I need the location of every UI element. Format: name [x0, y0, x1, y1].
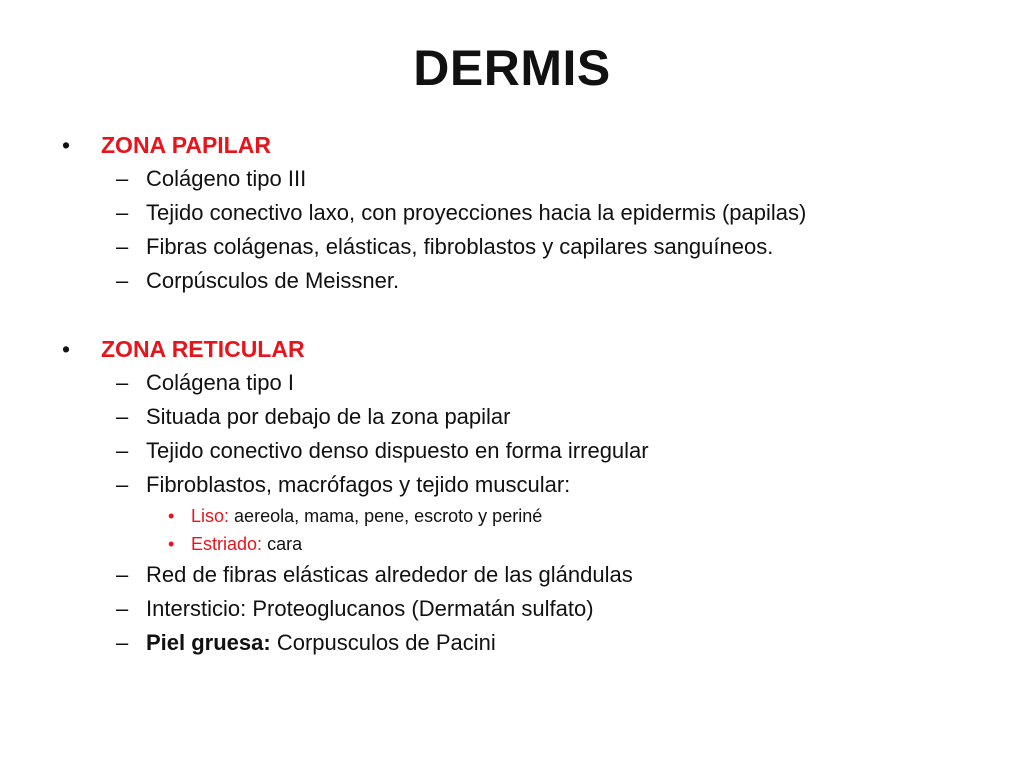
list-item-text: Intersticio: Proteoglucanos (Dermatán sulfato) [146, 596, 594, 621]
dash-icon: – [116, 438, 129, 463]
list-item-text: Fibroblastos, macrófagos y tejido muscular: [146, 472, 571, 497]
list-item-piel-gruesa [60, 626, 980, 660]
heading-text: ZONA PAPILAR [101, 132, 271, 158]
section-spacer [60, 298, 980, 332]
sub-list-item-liso [60, 502, 980, 530]
dash-icon: – [116, 404, 129, 429]
list-item-text: Red de fibras elásticas alrededor de las glándulas [146, 562, 633, 587]
list-item [60, 468, 980, 502]
dash-icon: – [116, 562, 129, 587]
list-item [60, 400, 980, 434]
list-item-text: Colágena tipo I [146, 370, 294, 395]
dash-icon: – [116, 234, 129, 259]
bullet-icon: • [168, 506, 175, 526]
bullet-icon: • [62, 336, 71, 362]
dash-icon: – [116, 200, 129, 225]
dash-icon: – [116, 166, 129, 191]
list-item [60, 592, 980, 626]
dash-icon: – [116, 472, 129, 497]
heading-text: ZONA RETICULAR [101, 336, 305, 362]
dash-icon: – [116, 630, 129, 655]
list-item [60, 366, 980, 400]
piel-gruesa-label: Piel gruesa: [146, 630, 271, 655]
section-heading-papilar [60, 128, 980, 162]
list-item-text: Situada por debajo de la zona papilar [146, 404, 511, 429]
list-item-text: Fibras colágenas, elásticas, fibroblastos y capilares sanguíneos. [146, 234, 774, 259]
list-item [60, 230, 980, 264]
bullet-icon: • [168, 534, 175, 554]
sub-list-item-estriado [60, 530, 980, 558]
slide-content [60, 128, 980, 660]
list-item [60, 162, 980, 196]
dash-icon: – [116, 370, 129, 395]
list-item [60, 196, 980, 230]
sub-item-text: cara [267, 534, 303, 554]
dash-icon: – [116, 596, 129, 621]
sub-item-label: Liso: [191, 506, 230, 526]
sub-item-label: Estriado: [191, 534, 263, 554]
bullet-icon: • [62, 132, 71, 158]
list-item-text: Corpúsculos de Meissner. [146, 268, 400, 293]
sub-item-text: aereola, mama, pene, escroto y periné [234, 506, 543, 526]
list-item [60, 264, 980, 298]
list-item [60, 434, 980, 468]
list-item-text: Tejido conectivo denso dispuesto en forma irregular [146, 438, 649, 463]
slide-title: DERMIS [413, 40, 611, 96]
list-item [60, 558, 980, 592]
dash-icon: – [116, 268, 129, 293]
piel-gruesa-text: Corpusculos de Pacini [276, 630, 496, 655]
section-heading-reticular [60, 332, 980, 366]
list-item-text: Tejido conectivo laxo, con proyecciones hacia la epidermis (papilas) [146, 200, 807, 225]
list-item-text: Colágeno tipo III [146, 166, 307, 191]
